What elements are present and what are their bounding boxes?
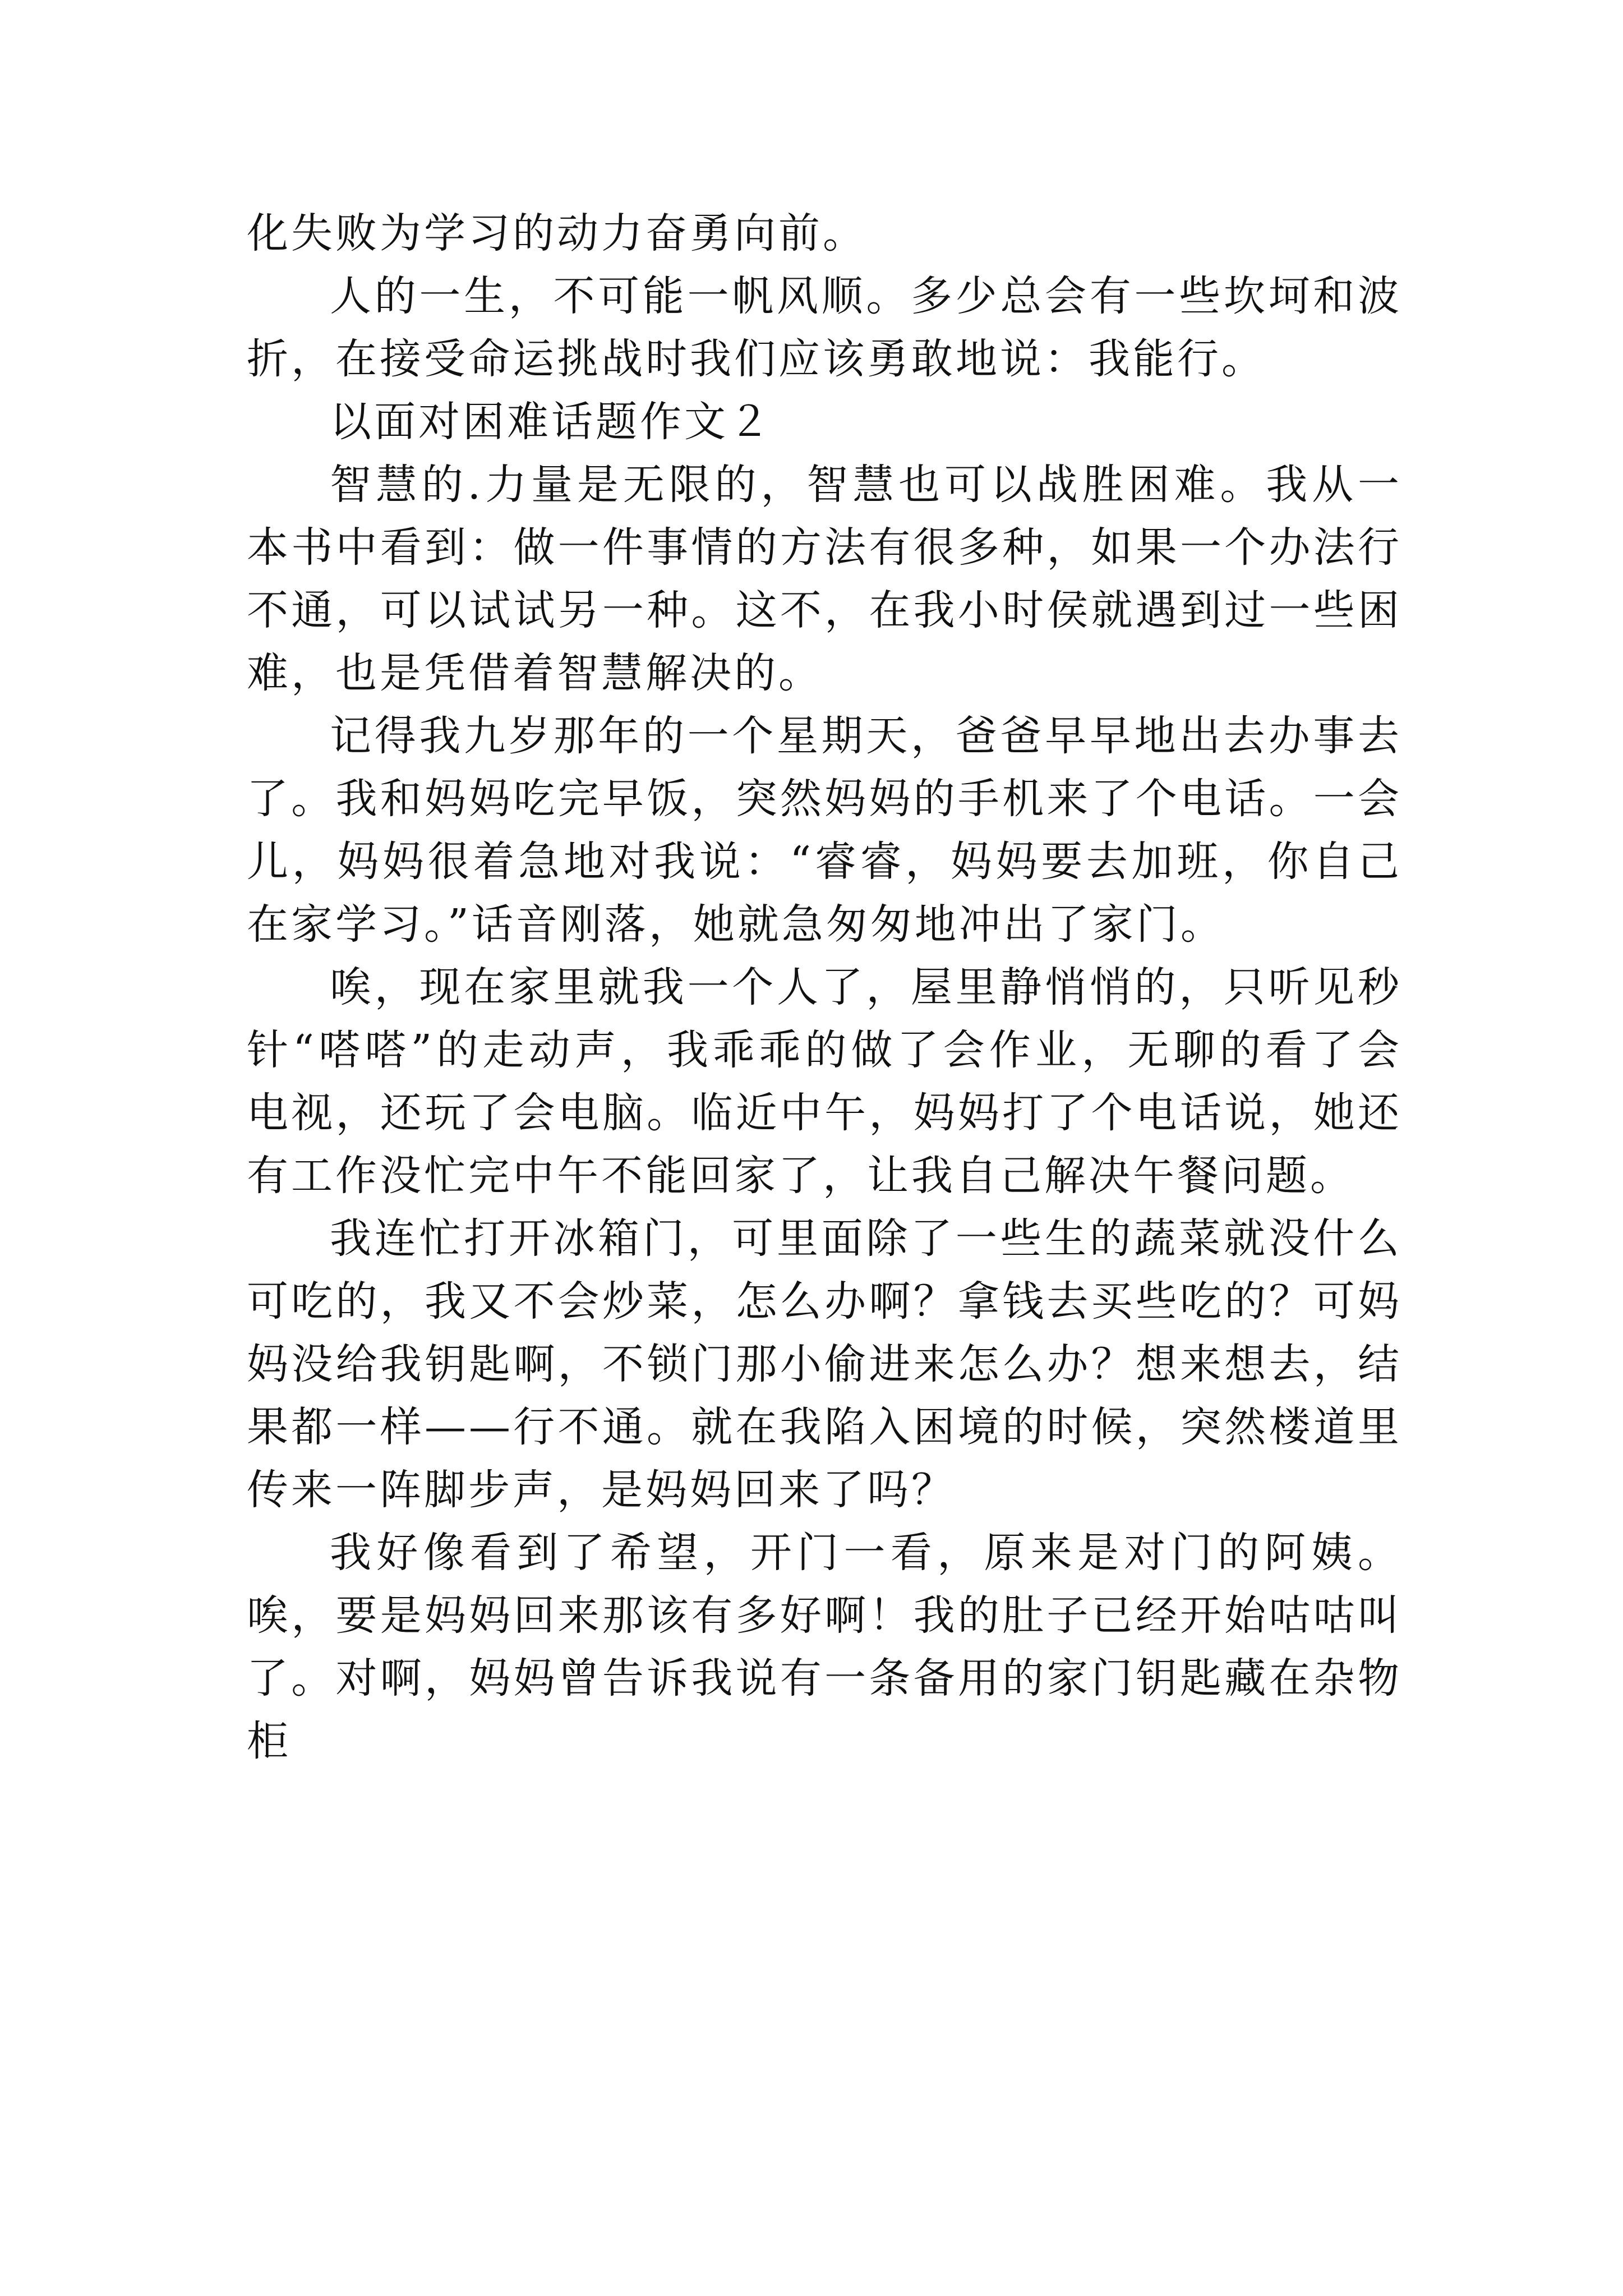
paragraph: 我连忙打开冰箱门，可里面除了一些生的蔬菜就没什么可吃的，我又不会炒菜，怎么办啊？拿钱去买些吃的？可妈妈没给我钥匙啊，不锁门那小偷进来怎么办？想来想去，结果都一样——行不通。就在我陷入困境的时候，突然楼道里传来一阵脚步声，是妈妈回来了吗？ xyxy=(247,1214,1402,1514)
paragraph: 唉，现在家里就我一个人了，屋里静悄悄的，只听见秒针“嗒嗒”的走动声，我乖乖的做了会作业，无聊的看了会电视，还玩了会电脑。临近中午，妈妈打了个电话说，她还有工作没忙完中午不能回家了，让我自己解决午餐问题。 xyxy=(247,963,1402,1200)
paragraph: 记得我九岁那年的一个星期天，爸爸早早地出去办事去了。我和妈妈吃完早饭，突然妈妈的手机来了个电话。一会儿，妈妈很着急地对我说：“睿睿，妈妈要去加班，你自己在家学习。”话音刚落，她就急匆匆地冲出了家门。 xyxy=(247,712,1402,949)
paragraph: 智慧的.力量是无限的，智慧也可以战胜困难。我从一本书中看到：做一件事情的方法有很多种，如果一个办法行不通，可以试试另一种。这不，在我小时侯就遇到过一些困难，也是凭借着智慧解决的。 xyxy=(247,461,1402,697)
paragraph: 人的一生，不可能一帆风顺。多少总会有一些坎坷和波折，在接受命运挑战时我们应该勇敢地说：我能行。 xyxy=(247,272,1402,383)
document-body xyxy=(247,202,1402,1773)
paragraph: 我好像看到了希望，开门一看，原来是对门的阿姨。唉，要是妈妈回来那该有多好啊！我的肚子已经开始咕咕叫了。对啊，妈妈曾告诉我说有一条备用的家门钥匙藏在杂物柜 xyxy=(247,1529,1402,1765)
section-heading: 以面对困难话题作文２ xyxy=(330,398,773,446)
paragraph: 化失败为学习的动力奋勇向前。 xyxy=(247,209,867,257)
